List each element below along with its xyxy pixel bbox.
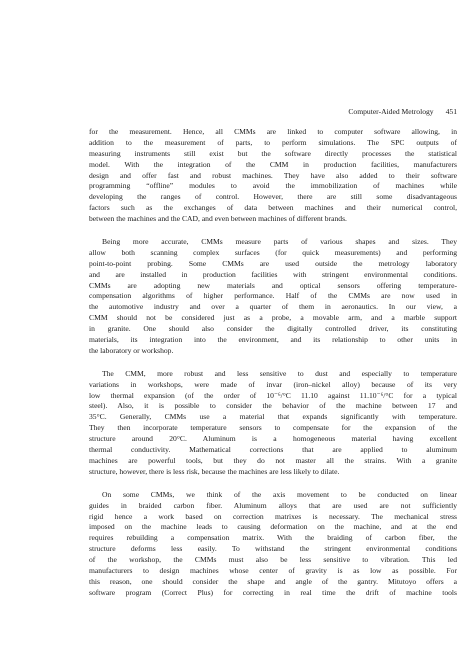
text-line: guides in braided carbon fiber. Aluminum alloys that are used are not sufficiently [89, 500, 457, 510]
text-line: between the machines and the CAD, and even between machines of different brands. [89, 214, 347, 224]
text-line: 35°C. Generally, CMMs use a material that expands significantly with temperature. [89, 412, 457, 422]
text-line: manufacturers to design machines whose center of gravity is as low as possible. For [89, 565, 457, 575]
text-line: and are installed in production facilities with stringent environmental conditions. [89, 269, 457, 279]
text-line: measuring instruments still exist but the software directly processes the statistical [89, 148, 457, 158]
text-line: requires rebuilding a compensation matrix. With the braiding of carbon fiber, the [89, 533, 457, 543]
text-line: the laboratory or workshop. [89, 345, 174, 355]
text-line: software program (Correct Plus) for correcting in real time the drift of machine tools [89, 587, 457, 597]
text-line: machines are powerful tools, but they do not master all the strains. With a granite [89, 455, 457, 465]
text-line: for the measurement. Hence, all CMMs are linked to computer software allowing, in [89, 127, 457, 136]
body-text [89, 127, 457, 599]
text-line: compensation algorithms of higher performance. Half of the CMMs are now used in [89, 291, 457, 301]
text-line: low thermal expansion (of the order of 10⁻⁶/°C 11.10 against 11.10⁻⁶/°C for a typical [89, 390, 457, 400]
text-line: thermal conductivity. Mathematical corrections that are applied to aluminum [89, 445, 457, 455]
text-line: in granite. One should also consider the digitally controlled driver, its constituting [89, 324, 457, 334]
text-line: addition to the measurement of parts, to perform simulations. The SPC outputs of [89, 137, 457, 147]
text-line: point-to-point probing. Some CMMs are used outside the metrology laboratory [89, 258, 457, 268]
text-line: developing the ranges of control. However, there are still some disadvantageous [89, 192, 457, 202]
text-line: structure around 20°C. Aluminum is a homogeneous material having excellent [89, 434, 457, 444]
text-line: Being more accurate, CMMs measure parts of various shapes and sizes. They [102, 237, 457, 247]
running-title: Computer-Aided Metrology [348, 107, 434, 116]
text-line: CMMs are adopting new materials and optical sensors offering temperature- [89, 280, 457, 290]
text-line: programming “offline” modules to avoid the immobilization of machines while [89, 181, 457, 191]
paragraph-4 [89, 490, 457, 599]
text-line: They then incorporate temperature sensors to compensate for the expansion of the [89, 423, 457, 433]
text-line: factors such as the exchanges of data between machines and their numerical control, [89, 203, 457, 213]
text-line: model. With the integration of the CMM in production facilities, manufacturers [89, 159, 457, 169]
text-line: materials, its integration into the environment, and its relationship to other units in [89, 335, 457, 345]
text-line: steel). Also, it is possible to consider the behavior of the machine between 17 and [89, 401, 457, 411]
text-line: the automotive industry and over a quarter of them in aeronautics. In our view, a [89, 302, 457, 312]
text-line: rigid hence a work based on correction matrixes is necessary. The mechanical stress [89, 511, 457, 521]
paragraph-1 [89, 127, 457, 225]
text-line: imposed on the machine leads to causing deformation on the machine, and at the end [89, 522, 457, 532]
text-line: structure deforms less easily. To withstand the stringent environmental conditions [89, 544, 457, 554]
text-line: allow both scanning complex surfaces (for quick measurements) and performing [89, 247, 457, 257]
text-line: design and offer fast and robust machines. They have also added to their software [89, 170, 457, 180]
paragraph-2 [89, 237, 457, 357]
page-number: 451 [445, 107, 457, 116]
text-line: of the workshop, the CMMs must also be less sensitive to vibration. This led [89, 555, 457, 565]
text-line: variations in workshops, were made of invar (iron–nickel alloy) because of its very [89, 379, 457, 389]
paragraph-3 [89, 369, 457, 478]
text-line: On some CMMs, we think of the axis movement to be conducted on linear [102, 489, 457, 499]
text-line: CMM should not be considered just as a probe, a movable arm, and a marble support [89, 313, 457, 323]
text-line: The CMM, more robust and less sensitive to dust and especially to temperature [102, 368, 457, 378]
running-header [89, 107, 457, 117]
text-line: this reason, one should consider the shape and angle of the gantry. Mitutoyo offers a [89, 576, 457, 586]
text-line: structure, however, there is less risk, because the machines are less likely to dilate. [89, 466, 340, 476]
